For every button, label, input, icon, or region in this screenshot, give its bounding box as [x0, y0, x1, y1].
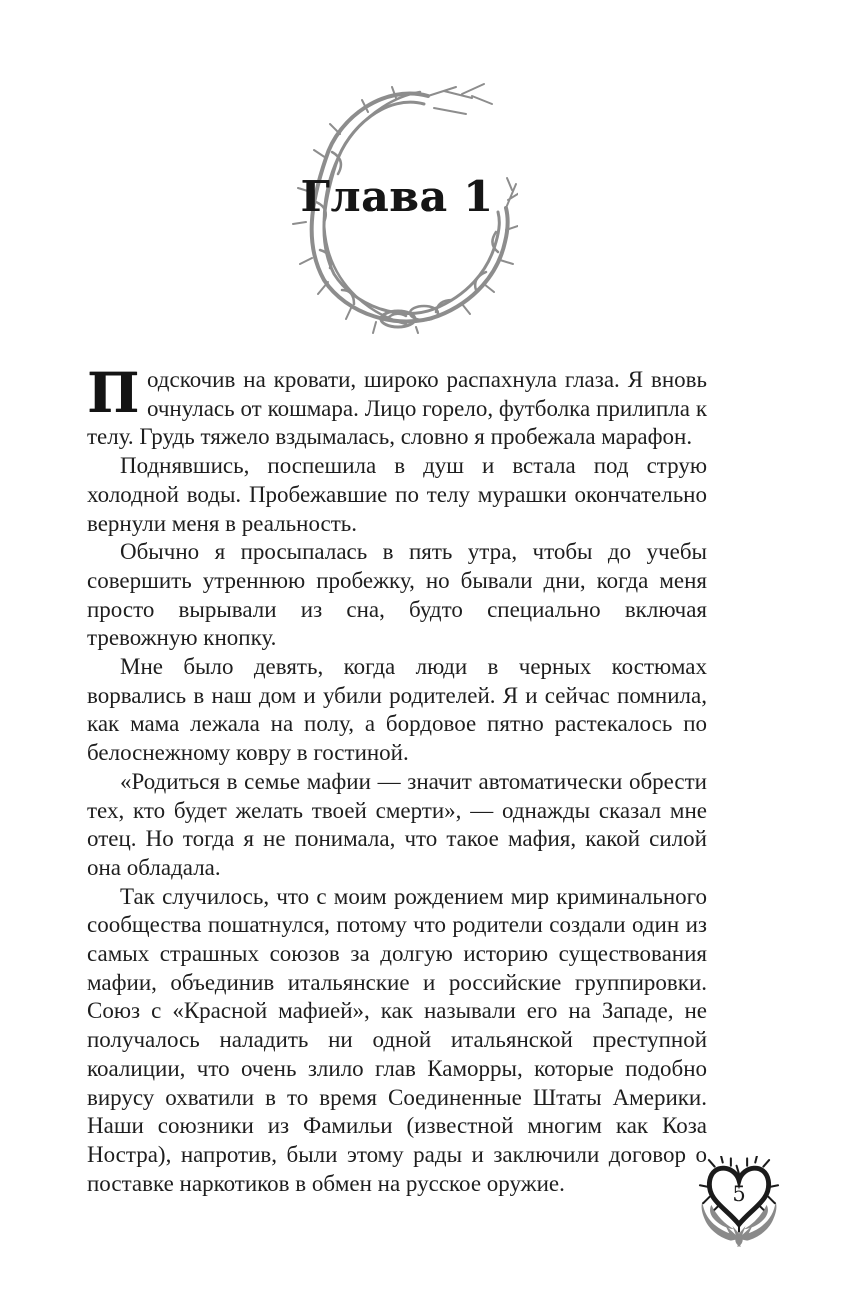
- page-number: 5: [732, 1182, 746, 1206]
- paragraph: Мне было девять, когда люди в черных костюмах ворвались в наш дом и убили родителей. Я и сейчас помнила, как мама лежала на полу, а бордовое пятно растекалось по белоснежному ковру в гостиной.: [87, 654, 707, 766]
- paragraph: [87, 360, 707, 452]
- paragraph: «Родиться в семье мафии — значит автоматически обрести тех, кто будет желать твоей смерти», — однажды сказал мне отец. Но тогда я не понимала, что такое мафия, какой силой она обладала.: [87, 768, 707, 880]
- drop-cap: П: [87, 360, 139, 425]
- paragraph: Поднявшись, поспешила в душ и встала под струю холодной воды. Пробежавшие по телу мурашки окончательно вернули меня в реальность.: [87, 453, 707, 536]
- body-text: [87, 360, 707, 1198]
- page-number-ornament: [698, 1156, 780, 1252]
- paragraph: Так случилось, что с моим рождением мир криминального сообщества пошатнулся, потому что родители создали один из самых страшных союзов за долгую историю существования мафии, объединив итальянские и российские группировки. Союз с «Красной мафией», как называли его на Западе, не получалось наладить ни одной итальянской преступной коалиции, что очень злило глав Каморры, которые подобно вирусу охватили в то время Соединенные Штаты Америки. Наши союзники из Фамильи (известной многим как Коза Ностра), напротив, были этому рады и заключили договор о поставке наркотиков в обмен на русское оружие.: [87, 883, 707, 1196]
- paragraph-text: одскочив на кровати, широко распахнула глаза. Я вновь очнулась от кошмара. Лицо горело, футболка прилипла к телу. Грудь тяжело вздымалась, словно я пробежала марафон.: [87, 367, 707, 450]
- chapter-title: Глава 1: [300, 172, 494, 221]
- paragraph: Обычно я просыпалась в пять утра, чтобы до учебы совершить утреннюю пробежку, но бывали дни, когда меня просто вырывали из сна, будто специально включая тревожную кнопку.: [87, 539, 707, 651]
- chapter-ornament: [276, 82, 518, 334]
